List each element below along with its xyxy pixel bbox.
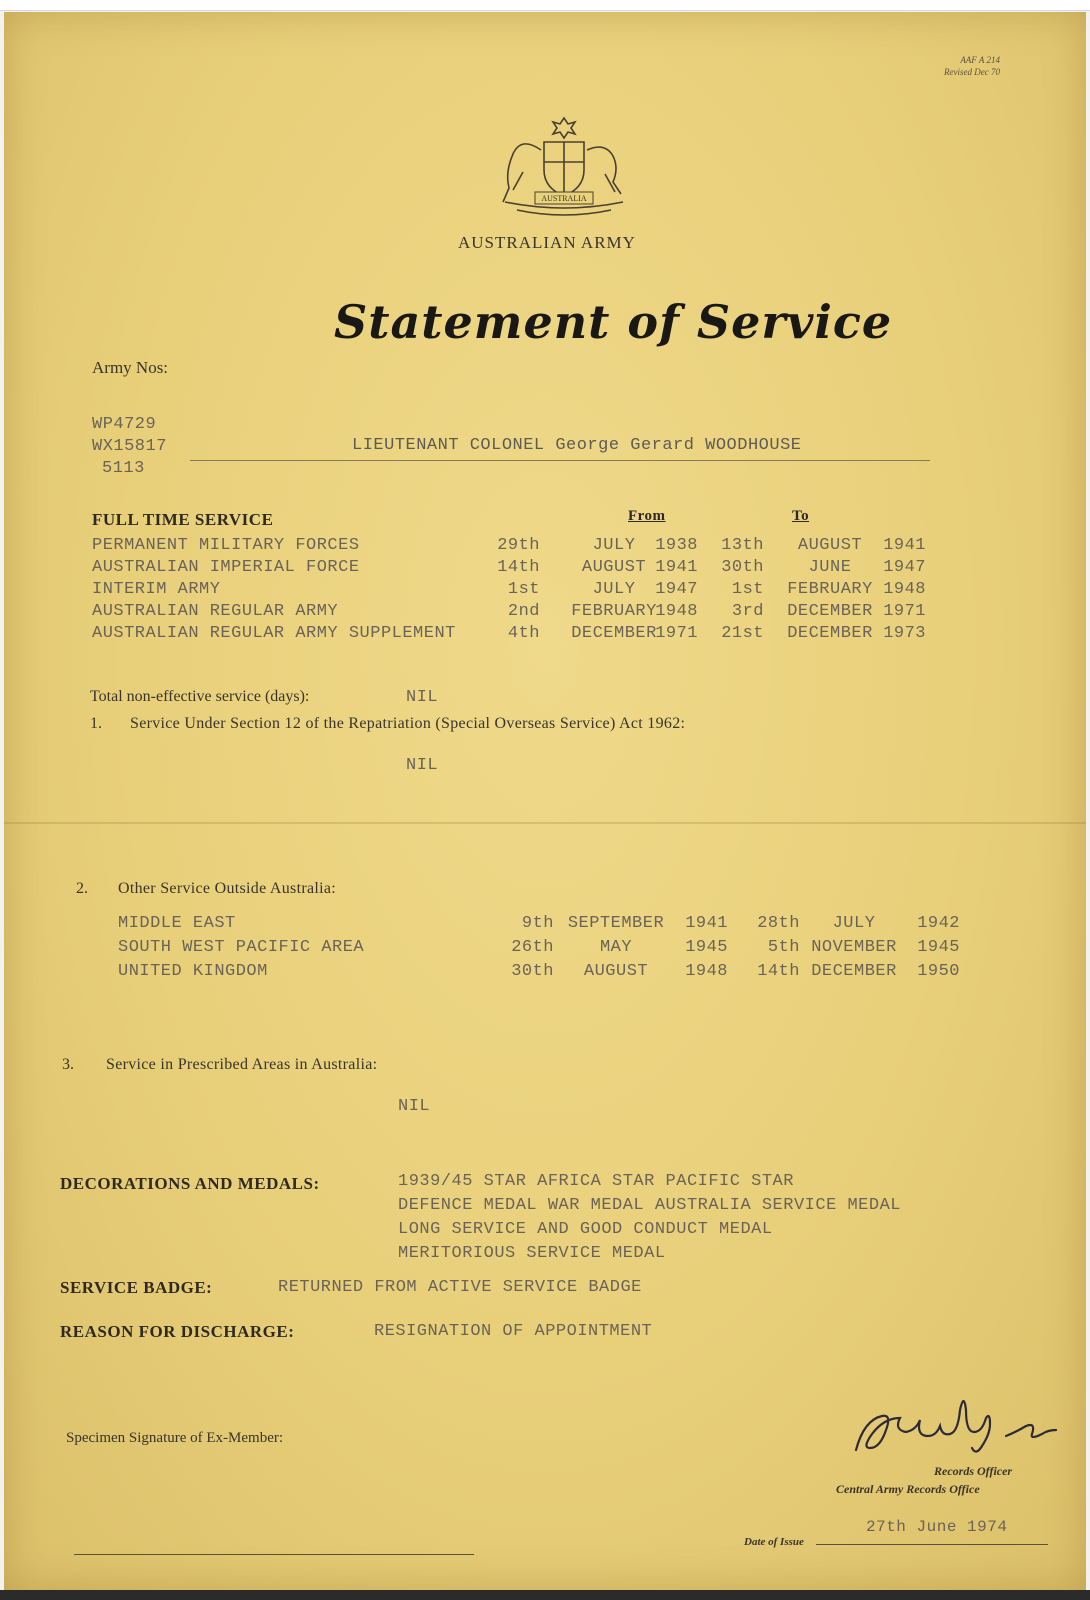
cell-from-month: SEPTEMBER	[567, 914, 665, 933]
cell-from-year: 1971	[655, 624, 698, 643]
cell-to-year: 1947	[883, 558, 926, 577]
section1-value: NIL	[406, 756, 439, 775]
cell-to-day: 21st	[721, 624, 764, 643]
cell-from-day: 9th	[521, 914, 554, 933]
from-column-header: From	[628, 508, 666, 524]
records-office-name: Central Army Records Office	[836, 1482, 980, 1496]
form-number	[944, 54, 1000, 78]
cell-from-day: 1st	[507, 580, 540, 599]
cell-from-day: 30th	[511, 962, 554, 981]
date-of-issue-label: Date of Issue	[744, 1536, 804, 1548]
cell-from-day: 14th	[497, 558, 540, 577]
service-badge-label: SERVICE BADGE:	[60, 1278, 213, 1297]
records-officer-signature	[846, 1392, 1072, 1464]
cell-from-year: 1948	[685, 962, 728, 981]
cell-from-month: DECEMBER	[571, 624, 657, 643]
cell-to-day: 28th	[757, 914, 800, 933]
page-title: Statement of Service	[334, 295, 893, 349]
decoration-line: LONG SERVICE AND GOOD CONDUCT MEDAL	[398, 1220, 773, 1239]
cell-to-month: JUNE	[808, 558, 852, 577]
cell-unit: INTERIM ARMY	[92, 580, 221, 599]
service-badge-value: RETURNED FROM ACTIVE SERVICE BADGE	[278, 1278, 642, 1297]
non-effective-label: Total non-effective service (days):	[90, 688, 310, 705]
cell-to-year: 1941	[883, 536, 926, 555]
army-numbers	[92, 414, 167, 480]
member-name: LIEUTENANT COLONEL George Gerard WOODHOUSE	[352, 436, 802, 455]
cell-to-year: 1971	[883, 602, 926, 621]
full-time-service-heading: FULL TIME SERVICE	[92, 510, 274, 529]
cell-to-day: 13th	[721, 536, 764, 555]
cell-to-month: NOVEMBER	[811, 938, 897, 957]
section3-value: NIL	[398, 1097, 431, 1116]
army-number: WP4729	[92, 415, 157, 434]
to-column-header: To	[792, 508, 810, 524]
form-number-line: AAF A 214	[960, 55, 1000, 65]
cell-from-year: 1947	[655, 580, 698, 599]
discharge-label: REASON FOR DISCHARGE:	[60, 1322, 295, 1341]
cell-from-month: AUGUST	[583, 962, 649, 981]
cell-to-day: 3rd	[731, 602, 764, 621]
records-officer-title: Records Officer	[934, 1464, 1013, 1478]
cell-unit: AUSTRALIAN IMPERIAL FORCE	[92, 558, 360, 577]
discharge-value: RESIGNATION OF APPOINTMENT	[374, 1322, 653, 1341]
cell-to-day: 30th	[721, 558, 764, 577]
cell-from-month: JULY	[592, 536, 636, 555]
name-underline	[190, 460, 930, 461]
top-bar	[0, 0, 1090, 11]
cell-to-day: 5th	[767, 938, 800, 957]
specimen-signature-label: Specimen Signature of Ex-Member:	[66, 1430, 284, 1446]
cell-unit: AUSTRALIAN REGULAR ARMY	[92, 602, 339, 621]
cell-unit: PERMANENT MILITARY FORCES	[92, 536, 360, 555]
date-of-issue-line	[816, 1544, 1048, 1545]
document-page	[4, 12, 1086, 1590]
decorations-label: DECORATIONS AND MEDALS:	[60, 1174, 320, 1193]
bottom-bar	[0, 1590, 1090, 1600]
cell-from-day: 26th	[511, 938, 554, 957]
cell-to-year: 1945	[917, 938, 960, 957]
specimen-signature-line	[74, 1554, 474, 1555]
cell-area: UNITED KINGDOM	[118, 962, 268, 981]
army-number: WX15817	[92, 437, 167, 456]
date-of-issue-value: 27th June 1974	[866, 1518, 1008, 1536]
section3-number: 3.	[62, 1056, 74, 1073]
army-nos-label: Army Nos:	[92, 358, 169, 377]
cell-to-year: 1948	[883, 580, 926, 599]
decoration-line: 1939/45 STAR AFRICA STAR PACIFIC STAR	[398, 1172, 794, 1191]
cell-to-year: 1950	[917, 962, 960, 981]
cell-to-month: AUGUST	[797, 536, 863, 555]
cell-from-year: 1941	[655, 558, 698, 577]
fold-line	[4, 822, 1086, 824]
decoration-line: DEFENCE MEDAL WAR MEDAL AUSTRALIA SERVICE MEDAL	[398, 1196, 901, 1215]
cell-to-month: DECEMBER	[811, 962, 897, 981]
cell-to-day: 1st	[731, 580, 764, 599]
cell-from-month: MAY	[599, 938, 633, 957]
section1-number: 1.	[90, 715, 102, 732]
cell-from-day: 29th	[497, 536, 540, 555]
cell-to-month: DECEMBER	[787, 624, 873, 643]
decoration-line: MERITORIOUS SERVICE MEDAL	[398, 1244, 666, 1263]
coat-of-arms-icon	[489, 110, 639, 230]
section3-label: Service in Prescribed Areas in Australia:	[106, 1056, 378, 1073]
cell-from-day: 4th	[507, 624, 540, 643]
cell-area: MIDDLE EAST	[118, 914, 236, 933]
section2-number: 2.	[76, 880, 88, 897]
cell-to-day: 14th	[757, 962, 800, 981]
cell-unit: AUSTRALIAN REGULAR ARMY SUPPLEMENT	[92, 624, 456, 643]
army-number: 5113	[102, 459, 145, 478]
section1-label: Service Under Section 12 of the Repatriation (Special Overseas Service) Act 1962:	[130, 715, 686, 732]
cell-to-month: JULY	[832, 914, 876, 933]
cell-from-month: JULY	[592, 580, 636, 599]
cell-to-month: DECEMBER	[787, 602, 873, 621]
cell-from-month: AUGUST	[581, 558, 647, 577]
cell-from-year: 1948	[655, 602, 698, 621]
cell-from-year: 1945	[685, 938, 728, 957]
cell-to-month: FEBRUARY	[787, 580, 873, 599]
non-effective-value: NIL	[406, 688, 439, 707]
cell-to-year: 1973	[883, 624, 926, 643]
form-revision-line: Revised Dec 70	[944, 67, 1000, 77]
decorations-list	[398, 1170, 901, 1266]
crest-banner: AUSTRALIA	[541, 194, 587, 203]
section2-label: Other Service Outside Australia:	[118, 880, 336, 897]
cell-from-day: 2nd	[507, 602, 540, 621]
cell-from-month: FEBRUARY	[571, 602, 657, 621]
cell-from-year: 1941	[685, 914, 728, 933]
cell-from-year: 1938	[655, 536, 698, 555]
cell-to-year: 1942	[917, 914, 960, 933]
army-header: AUSTRALIAN ARMY	[458, 233, 636, 252]
cell-area: SOUTH WEST PACIFIC AREA	[118, 938, 365, 957]
